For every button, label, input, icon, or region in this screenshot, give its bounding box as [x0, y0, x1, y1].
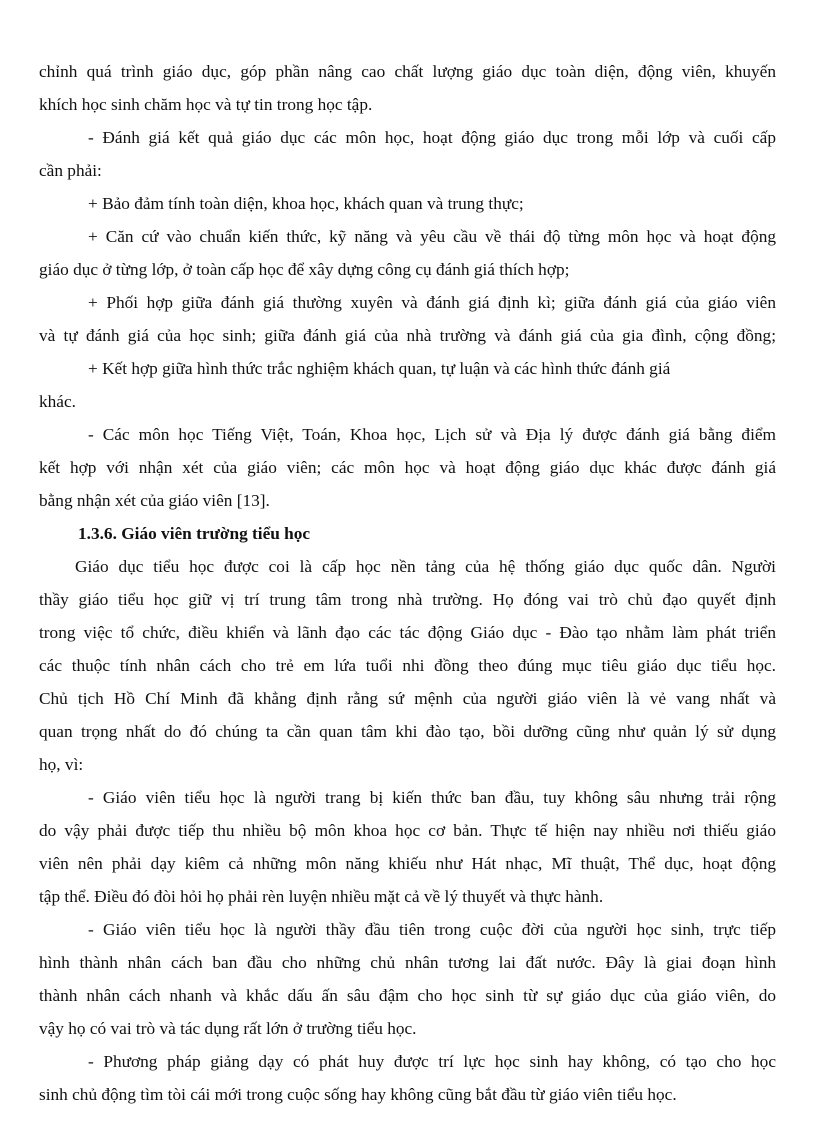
text-line: cần phải: — [39, 161, 102, 180]
text-line: + Bảo đảm tính toàn diện, khoa học, khách quan và trung thực; — [88, 194, 524, 213]
text-line: thầy giáo tiểu học giữ vị trí trung tâm trong nhà trường. Họ đóng vai trò chủ đạo quyết định — [39, 590, 776, 609]
text-line: - Đánh giá kết quả giáo dục các môn học, hoạt động giáo dục trong mỗi lớp và cuối cấp — [88, 128, 776, 147]
text-line: Chủ tịch Hồ Chí Minh đã khẳng định rằng sứ mệnh của người giáo viên là vẻ vang nhất và — [39, 689, 776, 708]
text-line: Giáo dục tiểu học được coi là cấp học nền tảng của hệ thống giáo dục quốc dân. Người — [75, 557, 776, 576]
text-line: các thuộc tính nhân cách cho trẻ em lứa tuổi nhi đồng theo đúng mục tiêu giáo dục tiểu học. — [39, 656, 776, 675]
text-line: trong việc tổ chức, điều khiển và lãnh đạo các tác động Giáo dục - Đào tạo nhằm làm phát triển — [39, 623, 776, 642]
text-line: do vậy phải được tiếp thu nhiều bộ môn khoa học cơ bản. Thực tế hiện nay nhiều nơi thiếu giáo — [39, 821, 776, 840]
text-line: - Phương pháp giảng dạy có phát huy được trí lực học sinh hay không, có tạo cho học — [88, 1052, 776, 1071]
text-line: chỉnh quá trình giáo dục, góp phần nâng cao chất lượng giáo dục toàn diện, động viên, khuyến — [39, 62, 776, 81]
text-line: - Giáo viên tiểu học là người thầy đầu tiên trong cuộc đời của người học sinh, trực tiếp — [88, 920, 776, 939]
text-line: tập thể. Điều đó đòi hỏi họ phải rèn luyện nhiều mặt cả về lý thuyết và thực hành. — [39, 887, 604, 906]
section-heading: 1.3.6. Giáo viên trường tiểu học — [78, 524, 311, 543]
text-line: vậy họ có vai trò và tác dụng rất lớn ở trường tiểu học. — [39, 1019, 417, 1038]
text-line: khác. — [39, 392, 76, 411]
text-line: khích học sinh chăm học và tự tin trong học tập. — [39, 95, 373, 114]
text-line: thành nhân cách nhanh và khắc dấu ấn sâu đậm cho học sinh từ sự giáo dục của giáo viên, do — [39, 986, 776, 1005]
text-line: viên nên phải dạy kiêm cả những môn năng khiếu như Hát nhạc, Mĩ thuật, Thể dục, hoạt động — [39, 854, 776, 873]
text-line: kết hợp với nhận xét của giáo viên; các môn học và hoạt động giáo dục khác được đánh giá — [39, 458, 776, 477]
document-page — [39, 55, 776, 1111]
text-line: và tự đánh giá của học sinh; giữa đánh giá của nhà trường và đánh giá của gia đình, cộng đồng; — [39, 326, 776, 345]
text-line: - Các môn học Tiếng Việt, Toán, Khoa học, Lịch sử và Địa lý được đánh giá bằng điểm — [88, 425, 776, 444]
text-line: sinh chủ động tìm tòi cái mới trong cuộc sống hay không cũng bắt đầu từ giáo viên tiểu học. — [39, 1085, 677, 1104]
text-line: + Phối hợp giữa đánh giá thường xuyên và đánh giá định kì; giữa đánh giá của giáo viên — [88, 293, 776, 312]
text-line: + Kết hợp giữa hình thức trắc nghiệm khách quan, tự luận và các hình thức đánh giá — [88, 359, 671, 378]
text-line: họ, vì: — [39, 755, 84, 774]
text-line: quan trọng nhất do đó chúng ta cần quan tâm khi đào tạo, bồi dưỡng cũng như quản lý sử dụng — [39, 722, 776, 741]
text-line: bằng nhận xét của giáo viên [13]. — [39, 491, 270, 510]
text-line: giáo dục ở từng lớp, ở toàn cấp học để xây dựng công cụ đánh giá thích hợp; — [39, 260, 570, 279]
text-line: hình thành nhân cách ban đầu cho những chủ nhân tương lai đất nước. Đây là giai đoạn hình — [39, 953, 776, 972]
text-line: - Giáo viên tiểu học là người trang bị kiến thức ban đầu, tuy không sâu nhưng trải rộng — [88, 788, 776, 807]
text-line: + Căn cứ vào chuẩn kiến thức, kỹ năng và yêu cầu về thái độ từng môn học và hoạt động — [88, 227, 776, 246]
